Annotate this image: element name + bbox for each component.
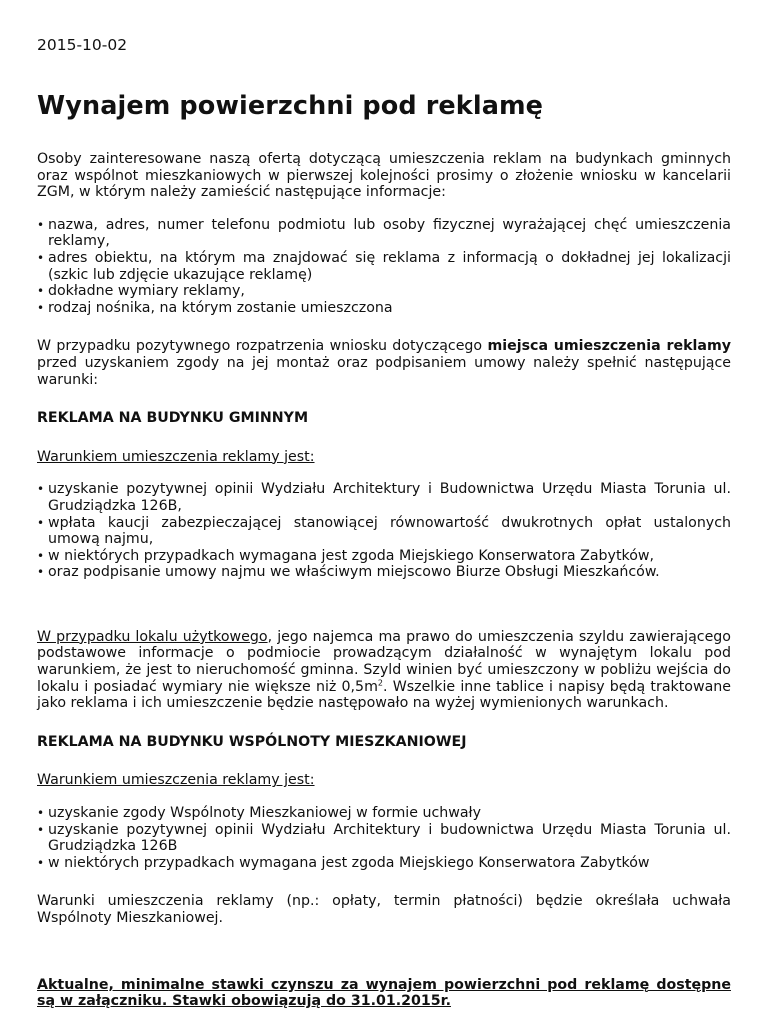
list-item: • nazwa, adres, numer telefonu podmiotu lub osoby fizycznej wyrażającej chęć umieszczenia reklamy, xyxy=(37,217,731,250)
condition-label-gmina: Warunkiem umieszczenia reklamy jest: xyxy=(37,448,315,465)
wspolnota-conditions-list xyxy=(37,805,731,871)
intro-paragraph: Osoby zainteresowane naszą ofertą dotyczącą umieszczenia reklam na budynkach gminnych oraz wspólnot mieszkaniowych w pierwszej kolejności prosimy o złożenie wniosku w kancelarii ZGM, w którym należy zamieścić następujące informacje: xyxy=(37,151,731,201)
warunki-paragraph: Warunki umieszczenia reklamy (np.: opłaty, termin płatności) będzie określała uchwała Wspólnoty Mieszkaniowej. xyxy=(37,893,731,926)
lokal-text: , jego najemca ma prawo do umieszczenia szyldu zawierającego podstawowe informacje o podmiocie prowadzącym działalność w wynajętym lokalu pod warunkiem, że jest to nieruchomość gminna. Szyld winien być umieszczony w pobliżu wejścia do lokalu i posiadać wymiary nie większe niż 0,5m xyxy=(37,628,731,695)
list-item: • uzyskanie zgody Wspólnoty Mieszkaniowej w formie uchwały xyxy=(37,805,731,822)
gmina-conditions-list xyxy=(37,481,731,581)
lokal-sup: 2 xyxy=(377,677,383,687)
lokal-underlined: W przypadku lokalu użytkowego xyxy=(37,628,268,645)
list-item: • dokładne wymiary reklamy, xyxy=(37,283,731,300)
list-item: • w niektórych przypadkach wymagana jest zgoda Miejskiego Konserwatora Zabytków, xyxy=(37,548,731,565)
section-heading-wspolnota: REKLAMA NA BUDYNKU WSPÓLNOTY MIESZKANIOWEJ xyxy=(37,733,467,750)
condition-label-wspolnota: Warunkiem umieszczenia reklamy jest: xyxy=(37,772,315,789)
publication-date: 2015-10-02 xyxy=(37,36,128,54)
list-item: • w niektórych przypadkach wymagana jest zgoda Miejskiego Konserwatora Zabytków xyxy=(37,855,731,872)
page-title: Wynajem powierzchni pod reklamę xyxy=(37,91,544,121)
attachment-notice: Aktualne, minimalne stawki czynszu za wynajem powierzchni pod reklamę dostępne są w załączniku. Stawki obowiązują do 31.01.2015r. xyxy=(37,976,731,1010)
list-item: • uzyskanie pozytywnej opinii Wydziału Architektury i budownictwa Urzędu Miasta Torunia ul. Grudziądzka 126B xyxy=(37,822,731,855)
list-item: • adres obiektu, na którym ma znajdować się reklama z informacją o dokładnej jej lokalizacji (szkic lub zdjęcie ukazujące reklamę) xyxy=(37,250,731,283)
section-heading-gmina: REKLAMA NA BUDYNKU GMINNYM xyxy=(37,410,309,427)
positive-text-bold: miejsca umieszczenia reklamy xyxy=(487,338,731,355)
positive-text-before: W przypadku pozytywnego rozpatrzenia wniosku dotyczącego xyxy=(37,338,488,355)
positive-review-paragraph xyxy=(37,338,731,388)
info-list xyxy=(37,217,731,317)
list-item: • uzyskanie pozytywnej opinii Wydziału Architektury i Budownictwa Urzędu Miasta Torunia ul. Grudziądzka 126B, xyxy=(37,481,731,514)
positive-text-after: przed uzyskaniem zgody na jej montaż oraz podpisaniem umowy należy spełnić następujące warunki: xyxy=(37,354,731,388)
list-item: • oraz podpisanie umowy najmu we właściwym miejscowo Biurze Obsługi Mieszkańców. xyxy=(37,564,731,581)
list-item: • rodzaj nośnika, na którym zostanie umieszczona xyxy=(37,300,731,317)
list-item: • wpłata kaucji zabezpieczającej stanowiącej równowartość dwukrotnych opłat ustalonych umową najmu, xyxy=(37,515,731,548)
lokal-text-end: . Wszelkie inne tablice i napisy będą traktowane jako reklama i ich umieszczenie będzie następowało na wyżej wymienionych warunkach. xyxy=(37,678,731,712)
lokal-paragraph xyxy=(37,629,731,712)
